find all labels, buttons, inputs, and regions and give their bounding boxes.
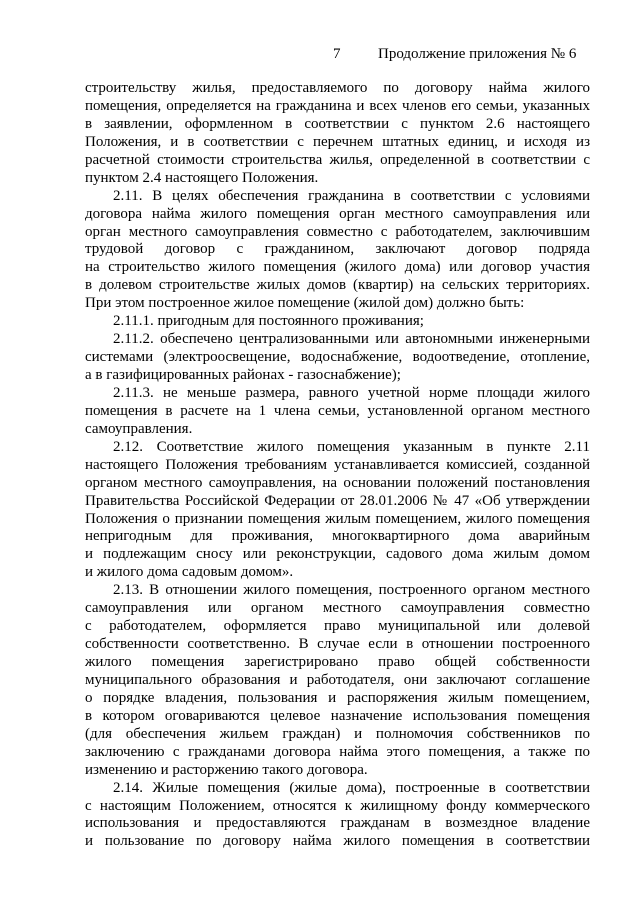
text-line: использования и предоставляются гражданам в возмездное владение bbox=[85, 815, 590, 832]
text-line: самоуправления. bbox=[85, 420, 193, 437]
text-line: в заявлении, оформленном в соответствии с пунктом 2.6 настоящего bbox=[85, 115, 590, 132]
text-line: 2.11. В целях обеспечения гражданина в соответствии с условиями bbox=[113, 187, 590, 204]
text-line: Положения о признании помещения жилым помещением, жилого помещения bbox=[85, 510, 590, 527]
text-line: трудовой договор с гражданином, заключают договор подряда bbox=[85, 241, 590, 258]
text-line: Положения, и в соответствии с перечнем штатных единиц, и исходя из bbox=[85, 133, 590, 150]
text-line: помещения, определяется на гражданина и всех членов его семьи, указанных bbox=[85, 97, 590, 114]
text-line: 2.14. Жилые помещения (жилые дома), построенные в соответствии bbox=[113, 779, 590, 796]
text-line: строительству жилья, предоставляемого по договору найма жилого bbox=[85, 80, 590, 96]
text-line: и жилого дома садовым домом». bbox=[85, 564, 294, 581]
text-line: пунктом 2.4 настоящего Положения. bbox=[85, 169, 319, 186]
text-line: органом местного самоуправления, на основании положений постановления bbox=[85, 474, 590, 491]
text-line: системами (электроосвещение, водоснабжение, водоотведение, отопление, bbox=[85, 349, 590, 366]
text-line: и подлежащим сносу или реконструкции, садового дома жилым домом bbox=[85, 546, 590, 563]
appendix-continuation-title: Продолжение приложения № 6 bbox=[378, 46, 577, 62]
text-line: орган местного самоуправления совместно с работодателем, заключившим bbox=[85, 223, 590, 240]
text-line: муниципального образования и работодателя, они заключают соглашение bbox=[85, 671, 590, 688]
text-line: и пользование по договору найма жилого помещения в соответствии bbox=[85, 833, 590, 850]
text-line: на строительство жилого помещения (жилого дома) или договор участия bbox=[85, 259, 590, 276]
text-line: Правительства Российской Федерации от 28.01.2006 № 47 «Об утверждении bbox=[85, 492, 590, 509]
text-line: договора найма жилого помещения орган местного самоуправления или bbox=[85, 205, 590, 222]
page-number: 7 bbox=[333, 46, 341, 62]
body-text bbox=[85, 80, 590, 851]
text-line: (для обеспечения жильем граждан) и полномочия собственников по bbox=[85, 725, 590, 742]
text-line: в долевом строительстве жилых домов (квартир) на сельских территориях. bbox=[85, 277, 590, 294]
text-line: расчетной стоимости строительства жилья, определенной в соответствии с bbox=[85, 151, 590, 168]
text-line: заключению с гражданами договора найма этого помещения, а также по bbox=[85, 743, 590, 760]
text-line: настоящего Положения требованиям устанавливается комиссией, созданной bbox=[85, 456, 590, 473]
text-line: 2.11.1. пригодным для постоянного проживания; bbox=[113, 313, 424, 330]
text-line: 2.13. В отношении жилого помещения, построенного органом местного bbox=[113, 582, 590, 599]
text-line: с настоящим Положением, относятся к жилищному фонду коммерческого bbox=[85, 797, 590, 814]
page-header bbox=[0, 46, 640, 66]
text-line: непригодным для проживания, многоквартирного дома аварийным bbox=[85, 528, 590, 545]
text-line: собственности соответственно. В случае если в отношении построенного bbox=[85, 636, 590, 653]
text-line: При этом построенное жилое помещение (жилой дом) должно быть: bbox=[85, 295, 525, 312]
text-line: а в газифицированных районах - газоснабжение); bbox=[85, 367, 401, 383]
text-line: 2.11.2. обеспечено централизованными или автономными инженерными bbox=[113, 331, 590, 348]
text-line: 2.12. Соответствие жилого помещения указанным в пункте 2.11 bbox=[113, 438, 590, 455]
text-line: 2.11.3. не меньше размера, равного учетной норме площади жилого bbox=[113, 384, 590, 401]
text-line: в котором оговариваются целевое назначение использования помещения bbox=[85, 707, 590, 724]
text-line: с работодателем, оформляется право муниципальной или долевой bbox=[85, 618, 590, 635]
text-line: самоуправления или органом местного самоуправления совместно bbox=[85, 600, 590, 617]
text-line: жилого помещения зарегистрировано право общей собственности bbox=[85, 654, 590, 670]
text-line: помещения в расчете на 1 члена семьи, установленной органом местного bbox=[85, 402, 590, 419]
text-line: изменению и расторжению такого договора. bbox=[85, 761, 368, 778]
text-line: о порядке владения, пользования и распоряжения жилым помещением, bbox=[85, 689, 590, 706]
